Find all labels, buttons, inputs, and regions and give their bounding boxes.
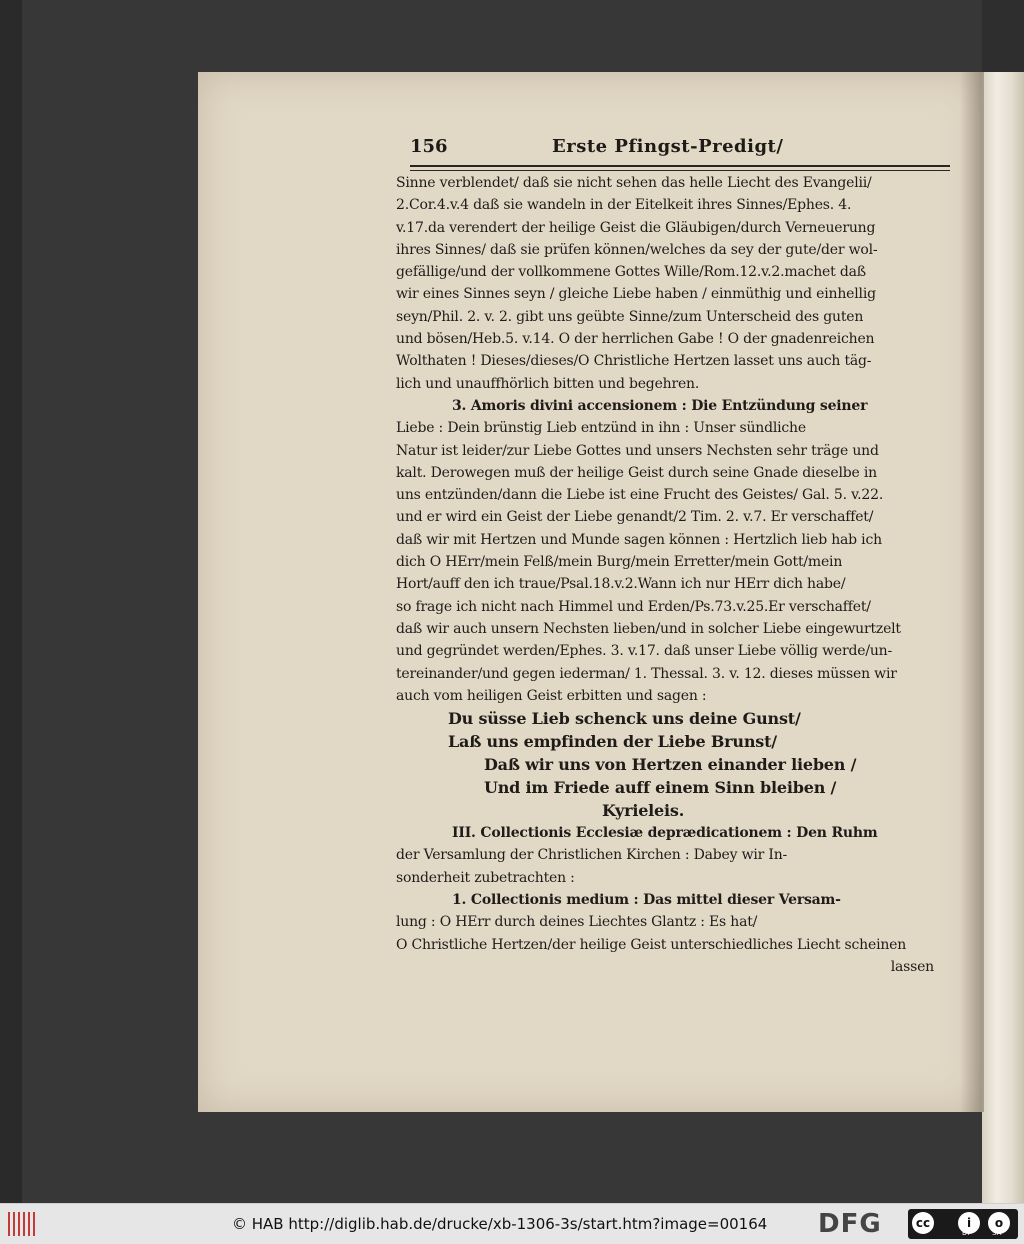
text-line: und er wird ein Geist der Liebe genandt/2 Tim. 2. v.7. Er verschaffet/ <box>396 509 874 526</box>
text-line: dich O HErr/mein Felß/mein Burg/mein Erretter/mein Gott/mein <box>396 554 843 571</box>
text-line: Liebe : Dein brünstig Lieb entzünd in ihn : Unser sündliche <box>396 420 806 437</box>
text-line: seyn/Phil. 2. v. 2. gibt uns geübte Sinne/zum Unterscheid des guten <box>396 308 864 325</box>
text-line: III. Collectionis Ecclesiæ deprædicationem : Den Ruhm <box>452 825 878 842</box>
text-line: O Christliche Hertzen/der heilige Geist unterschiedliches Liecht scheinen <box>396 936 907 953</box>
verse-line: Daß wir uns von Hertzen einander lieben / <box>484 755 857 775</box>
book-edge-right <box>982 0 1024 1203</box>
cc-by-label: BY <box>962 1229 971 1237</box>
text-line: auch vom heiligen Geist erbitten und sagen : <box>396 687 707 704</box>
text-line: lich und unauffhörlich bitten und begehren. <box>396 375 700 392</box>
text-line: kalt. Derowegen muß der heilige Geist durch seine Gnade dieselbe in <box>396 464 877 481</box>
text-line: 3. Amoris divini accensionem : Die Entzündung seiner <box>452 397 868 414</box>
catchword: lassen <box>890 958 934 975</box>
cc-sa-label: SA <box>992 1229 1002 1237</box>
verse-line: Und im Friede auff einem Sinn bleiben / <box>484 778 837 798</box>
scan-left-strip <box>0 0 22 1203</box>
verse-line: Du süsse Lieb schenck uns deine Gunst/ <box>448 709 801 729</box>
text-line: Natur ist leider/zur Liebe Gottes und unsers Nechsten sehr träge und <box>396 442 879 459</box>
text-line: gefällige/und der vollkommene Gottes Wille/Rom.12.v.2.machet daß <box>396 264 866 281</box>
by-icon: i <box>958 1212 980 1234</box>
page-shadow <box>960 72 984 1112</box>
text-line: und bösen/Heb.5. v.14. O der herrlichen Gabe ! O der gnadenreichen <box>396 331 875 348</box>
barcode-icon <box>8 1212 38 1236</box>
verse-line: Kyrieleis. <box>602 801 685 821</box>
book-edge-top <box>982 0 1024 72</box>
text-line: der Versamlung der Christlichen Kirchen : Dabey wir In- <box>396 847 788 864</box>
text-line: Hort/auff den ich traue/Psal.18.v.2.Wann ich nur HErr dich habe/ <box>396 576 846 593</box>
copyright-link[interactable]: © HAB http://diglib.hab.de/drucke/xb-1306-3s/start.htm?image=00164 <box>232 1215 768 1233</box>
text-line: lung : O HErr durch deines Liechtes Glantz : Es hat/ <box>396 914 758 931</box>
text-line: uns entzünden/dann die Liebe ist eine Frucht des Geistes/ Gal. 5. v.22. <box>396 487 884 504</box>
page-text <box>396 172 944 1002</box>
cc-icon: cc <box>912 1212 934 1234</box>
verse-line: Laß uns empfinden der Liebe Brunst/ <box>448 732 777 752</box>
running-head <box>410 136 950 164</box>
text-line: Wolthaten ! Dieses/dieses/O Christliche Hertzen lasset uns auch täg- <box>396 353 872 370</box>
text-line: sonderheit zubetrachten : <box>396 869 575 886</box>
head-title: Erste Pfingst-Predigt/ <box>552 136 784 157</box>
text-line: 2.Cor.4.v.4 daß sie wandeln in der Eitelkeit ihres Sinnes/Ephes. 4. <box>396 197 852 214</box>
text-line: wir eines Sinnes seyn / gleiche Liebe haben / einmüthig und einhellig <box>396 286 876 303</box>
text-line: tereinander/und gegen iederman/ 1. Thessal. 3. v. 12. dieses müssen wir <box>396 665 897 682</box>
dfg-logo: DFG <box>818 1209 882 1239</box>
cc-license-badge[interactable] <box>908 1209 1018 1239</box>
sa-icon: o <box>988 1212 1010 1234</box>
viewer-footer <box>0 1203 1024 1244</box>
text-line: 1. Collectionis medium : Das mittel dieser Versam- <box>452 892 841 909</box>
text-line: und gegründet werden/Ephes. 3. v.17. daß unser Liebe völlig werde/un- <box>396 643 893 660</box>
page-number: 156 <box>410 136 448 157</box>
text-line: so frage ich nicht nach Himmel und Erden/Ps.73.v.25.Er verschaffet/ <box>396 598 871 615</box>
text-line: v.17.da verendert der heilige Geist die Gläubigen/durch Verneuerung <box>396 219 876 236</box>
text-line: Sinne verblendet/ daß sie nicht sehen das helle Liecht des Evangelii/ <box>396 175 872 191</box>
text-line: ihres Sinnes/ daß sie prüfen können/welches da sey der gute/der wol- <box>396 241 878 258</box>
head-rule <box>410 165 950 171</box>
text-line: daß wir mit Hertzen und Munde sagen können : Hertzlich lieb hab ich <box>396 531 882 548</box>
text-line: daß wir auch unsern Nechsten lieben/und in solcher Liebe eingewurtzelt <box>396 620 901 637</box>
